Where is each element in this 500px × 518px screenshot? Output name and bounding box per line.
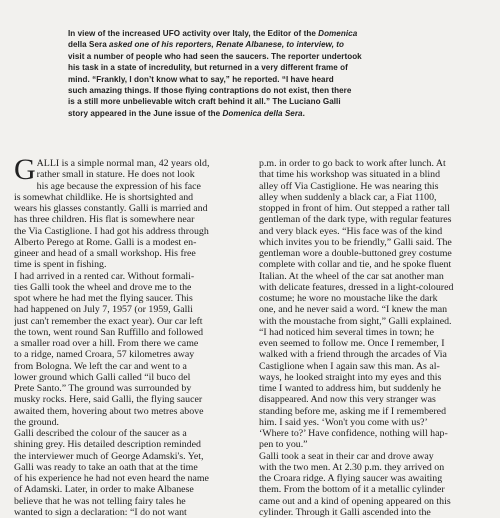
- text-line: had happened on July 7, 1957 (or 1959, Galli: [14, 304, 193, 316]
- text-line: Galli took a seat in their car and drove away: [259, 450, 434, 462]
- text-line: from Bologna. We left the car and went to a: [14, 360, 187, 372]
- text-line: gentleman wore a double-buttoned grey costume: [259, 248, 452, 259]
- text-line: Galli described the colour of the saucer as a: [14, 428, 187, 439]
- intro-text: .: [302, 108, 305, 118]
- text-line: ties Galli took the wheel and drove me to the: [14, 281, 192, 293]
- text-line: alley when suddenly a black car, a Fiat 1100,: [259, 191, 437, 203]
- intro-line: [68, 85, 464, 96]
- text-line: Alberto Perego at Rome. Galli is a modest en-: [14, 236, 197, 248]
- intro-text: In view of the increased UFO activity over Italy, the Editor of the: [68, 29, 319, 38]
- intro-text: della Sera: [68, 40, 107, 50]
- text-line: alley off Via Castiglione. He was nearing this: [259, 180, 439, 192]
- text-line: Prete Santo.” The ground was surrounded by: [14, 383, 192, 394]
- text-line: the town, went round San Ruffillo and followed: [14, 326, 204, 338]
- text-line: the Croara ridge. A flying saucer was awaiting: [259, 473, 443, 484]
- publication-name: Domenica: [318, 29, 358, 38]
- publication-name: Domenica della Sera: [222, 108, 303, 118]
- text-line: lower ground which Galli called “il buco del: [14, 371, 191, 383]
- text-line: complete with collar and tie, and he spoke fluent: [259, 259, 452, 271]
- text-line: p.m. in order to go back to work after lunch. At: [259, 158, 446, 169]
- intro-line: [68, 108, 464, 119]
- text-line: cylinder. Through it Galli ascended into the: [259, 506, 431, 518]
- text-line: the Via Castiglione. I had got his address through: [14, 225, 209, 237]
- text-line: stopped in front of him. Out stepped a rather tall: [259, 203, 450, 214]
- text-line: with delicate features, dressed in a light-coloured: [259, 281, 454, 293]
- intro-line: [68, 39, 464, 50]
- text-line: that time his workshop was situated in a blind: [259, 169, 441, 181]
- text-line: believe that he was not telling fairy tales he: [14, 495, 186, 507]
- intro-text: such amazing things. If those flying contraptions do not exist, then there: [68, 85, 352, 95]
- intro-line: [68, 62, 464, 73]
- text-line: with the moustache from sight,” Galli explained.: [259, 315, 452, 327]
- text-line: musky rocks. Here, said Galli, the flying saucer: [14, 394, 203, 406]
- text-line: wears his glasses constantly. Galli is married and: [14, 203, 208, 214]
- intro-text: story appeared in the June issue of the: [68, 108, 223, 118]
- text-line: Castiglione when I again saw this man. As al-: [259, 360, 440, 372]
- text-line: and very black eyes. “His face was of the kind: [259, 225, 443, 237]
- text-line: “I had noticed him several times in town; he: [259, 326, 434, 338]
- text-line: with the two men. At 2.30 p.m. they arrived on: [259, 461, 445, 473]
- text-line: his age because the expression of his face: [36, 180, 201, 192]
- text-line: disappeared. And now this very stranger was: [259, 394, 436, 406]
- text-line: pen to you.”: [259, 439, 308, 451]
- text-line: Galli was ready to take an oath that at the time: [14, 461, 198, 473]
- text-line: awaited them, hovering about two metres above: [14, 405, 204, 417]
- text-line: which invites you to be friendly,” Galli said. The: [259, 236, 452, 248]
- intro-text: mind. “Frankly, I don’t know what to say,” he reported. “I have heard: [68, 74, 334, 84]
- text-line: ALLI is a simple normal man, 42 years old,: [36, 158, 210, 169]
- intro-paragraph: [68, 28, 464, 119]
- text-line: ways, he looked straight into my eyes and this: [259, 371, 442, 383]
- text-line: shining grey. His detailed description reminded: [14, 439, 201, 451]
- text-line: time is spent in fishing.: [14, 259, 107, 271]
- text-line: a smaller road over a hill. From there we came: [14, 338, 199, 349]
- text-line: has three children. His flat is somewhere near: [14, 214, 195, 226]
- intro-line: [68, 96, 464, 107]
- text-line: spot where he had met the flying saucer. This: [14, 293, 193, 304]
- text-line: gineer and head of a small workshop. His free: [14, 248, 196, 259]
- text-line: wanted to sign a declaration: “I do not want: [14, 506, 187, 518]
- text-line: standing before me, asking me if I remembered: [259, 405, 447, 417]
- text-line: the ground.: [14, 416, 59, 428]
- text-line: ‘Where to?’ Have confidence, nothing will hap-: [259, 428, 448, 439]
- text-line: them. From the bottom of it a metallic cylinder: [259, 484, 445, 496]
- text-line: time I wanted to address him, but suddenly he: [259, 383, 441, 394]
- text-line: even seemed to follow me. Once I remember, I: [259, 338, 445, 349]
- text-line: one, and he never said a word. “I knew the man: [259, 304, 448, 316]
- text-line: to a ridge, named Croara, 57 kilometres away: [14, 349, 195, 361]
- intro-line: [68, 74, 464, 85]
- publication-name: asked one of his reporters, Renate Albanese, to interview, to: [106, 40, 345, 50]
- text-line: Italian. At the wheel of the car sat another man: [259, 270, 444, 282]
- text-line: costume; he wore no moustache like the dark: [259, 293, 438, 304]
- text-line: came out and a kind of opening appeared on this: [259, 495, 451, 507]
- text-line: of his experience he had not even heard the name: [14, 473, 209, 484]
- text-line: him. I said yes. ‘Won't you come with us?’: [259, 416, 428, 428]
- text-line: rather small in stature. He does not look: [36, 169, 195, 181]
- intro-line: [68, 28, 464, 39]
- text-line: just can't remember the exact year). Our car left: [14, 315, 203, 327]
- text-line: is somewhat childlike. He is shortsighted and: [14, 191, 194, 203]
- intro-text: is a still more unbelievable witch craft behind it all.” The Luciano Galli: [68, 97, 341, 107]
- article-right-column: [259, 158, 491, 518]
- text-line: I had arrived in a rented car. Without formali-: [14, 270, 195, 282]
- intro-text: his task in a state of incredulity, but returned in a very different frame of: [68, 63, 348, 73]
- text-line: the interviewer much of George Adamski's. Yet,: [14, 450, 204, 462]
- drop-cap: G: [14, 153, 36, 186]
- intro-text: visit a number of people who had seen the saucers. The reporter undertook: [68, 51, 362, 61]
- article-left-column: [14, 153, 244, 518]
- intro-line: [68, 51, 464, 62]
- text-line: gentleman of the dark type, with regular features: [259, 214, 452, 226]
- text-line: walked with a friend through the arcades of Via: [259, 349, 447, 361]
- text-line: of Adamski. Later, in order to make Albanese: [14, 484, 194, 496]
